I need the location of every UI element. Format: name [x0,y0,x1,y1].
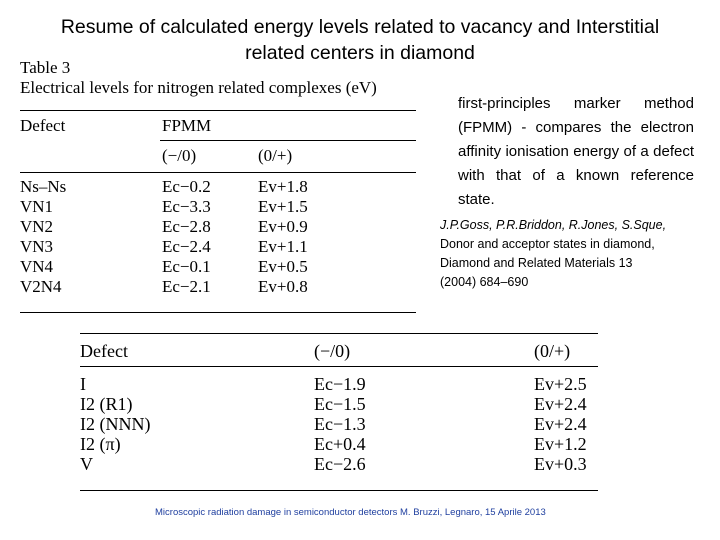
table2-row-defect: I2 (NNN) [80,414,151,434]
table-row-acceptor-level: Ec−2.4 [162,237,211,256]
table2-header-defect: Defect [80,341,128,361]
table-row-defect: VN1 [20,197,54,216]
header-bottom-rule [20,172,416,173]
column-subheader-acceptor: (−/0) [162,146,197,165]
table2-row-defect: I2 (π) [80,434,121,454]
table-bottom-rule [20,312,416,313]
table-caption: Electrical levels for nitrogen related complexes (eV) [20,78,377,97]
table2-top-rule [80,333,598,334]
table2-header-acceptor: (−/0) [314,341,351,361]
table-row-defect: V2N4 [20,277,62,296]
table2-header-rule [80,366,598,367]
slide-title-line-1: Resume of calculated energy levels related to vacancy and Interstitial [60,16,660,38]
table2-row-defect: I [80,374,86,394]
table2-row-donor-level: Ev+1.2 [534,434,587,454]
table-row-acceptor-level: Ec−2.1 [162,277,211,296]
table2-row-donor-level: Ev+0.3 [534,454,587,474]
table-row-donor-level: Ev+1.5 [258,197,308,216]
table-row-defect: VN4 [20,257,54,276]
column-subheader-donor: (0/+) [258,146,293,165]
table-row-acceptor-level: Ec−3.3 [162,197,211,216]
table2-row-defect: V [80,454,93,474]
table2-row-donor-level: Ev+2.5 [534,374,587,394]
table2-row-acceptor-level: Ec+0.4 [314,434,366,454]
table-row-acceptor-level: Ec−0.2 [162,177,211,196]
slide-title-line-2: related centers in diamond [245,42,475,64]
reference-authors: J.P.Goss, P.R.Briddon, R.Jones, S.Sque, [440,218,667,232]
table-row-donor-level: Ev+1.8 [258,177,308,196]
table-row-acceptor-level: Ec−2.8 [162,217,211,236]
reference-title: Donor and acceptor states in diamond, [440,237,655,251]
table2-row-defect: I2 (R1) [80,394,133,414]
column-header-method: FPMM [162,116,212,135]
footer-credit: Microscopic radiation damage in semiconductor detectors M. Bruzzi, Legnaro, 15 Aprile 2013 [155,507,546,518]
table2-row-donor-level: Ev+2.4 [534,414,587,434]
table-row-defect: VN2 [20,217,54,236]
table-label: Table 3 [20,58,71,77]
table-row-acceptor-level: Ec−0.1 [162,257,211,276]
reference-journal: Diamond and Related Materials 13 [440,256,633,270]
column-header-defect: Defect [20,116,66,135]
reference-year-pages: (2004) 684–690 [440,275,529,289]
table-row-donor-level: Ev+0.5 [258,257,308,276]
table-row-donor-level: Ev+0.9 [258,217,308,236]
fpmm-description: first-principles marker method (FPMM) - compares the electron affinity ionisation energy of a defect with that of a known reference state. [458,95,694,208]
table-row-donor-level: Ev+1.1 [258,237,308,256]
table2-bottom-rule [80,490,598,491]
table-top-rule [20,110,416,111]
method-underline-rule [160,140,416,141]
table2-row-acceptor-level: Ec−1.3 [314,414,366,434]
table2-row-acceptor-level: Ec−1.9 [314,374,366,394]
table2-row-acceptor-level: Ec−2.6 [314,454,366,474]
table-row-donor-level: Ev+0.8 [258,277,308,296]
slide-title [20,14,700,66]
table2-header-donor: (0/+) [534,341,571,361]
table-row-defect: Ns–Ns [20,177,67,196]
reference-citation [440,216,700,292]
table-row-defect: VN3 [20,237,54,256]
table2-row-acceptor-level: Ec−1.5 [314,394,366,414]
table2-row-donor-level: Ev+2.4 [534,394,587,414]
